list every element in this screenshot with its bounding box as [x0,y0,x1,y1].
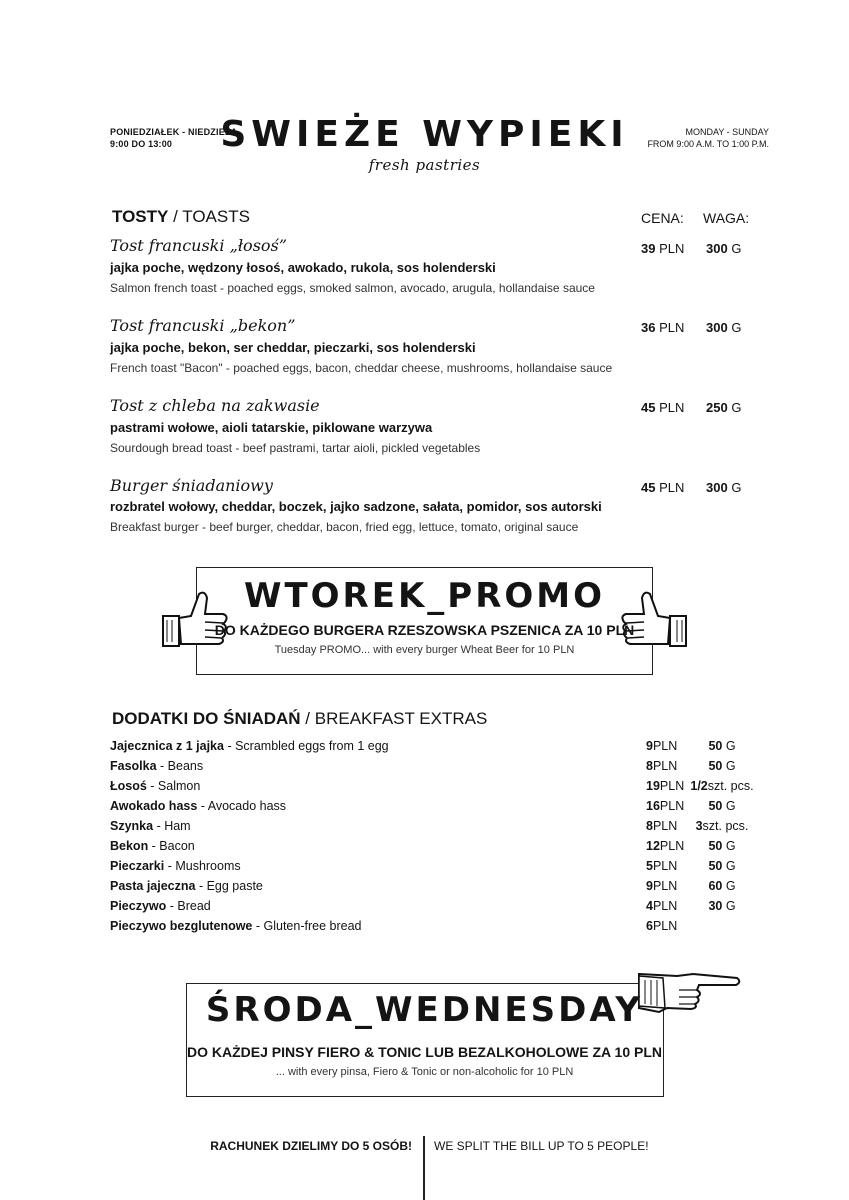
toast-weight [706,400,741,415]
price-unit: PLN [652,739,678,753]
toast-price [641,480,684,495]
extra-weight [682,776,762,796]
price-unit: PLN [659,839,685,853]
extras-heading-en: / BREAKFAST EXTRAS [300,709,488,728]
extra-name-pl: Szynka [110,819,154,833]
price-value: 6 [646,919,653,933]
extra-price [646,916,677,936]
toast-weight [706,480,741,495]
price-value: 9 [646,739,653,753]
toast-name: Burger śniadaniowy [110,476,273,495]
list-item [110,836,195,856]
weight-unit: G [722,739,736,753]
price-unit: PLN [652,819,678,833]
extra-name-en: - Bacon [148,839,195,853]
extra-weight [682,836,762,856]
toast-price [641,241,684,256]
price-value: 8 [646,819,653,833]
extra-weight [682,856,762,876]
toast-desc-pl: rozbratel wołowy, cheddar, boczek, jajko sadzone, sałata, pomidor, sos autorski [110,499,602,514]
weight-value: 60 [708,879,723,893]
weight-value: 30 [708,899,723,913]
toasts-heading-pl: TOSTY [112,207,169,226]
toasts-heading [112,207,250,227]
price-unit: PLN [652,759,678,773]
promo-wednesday-title: ŚRODA_WEDNESDAY [205,990,644,1030]
promo-wednesday-en: ... with every pinsa, Fiero & Tonic or non-alcoholic for 10 PLN [275,1066,574,1078]
toast-weight [706,241,741,256]
weight-value: 50 [708,859,723,873]
extra-name-pl: Bekon [110,839,149,853]
weight-value: 50 [708,799,723,813]
column-price-header: CENA: [641,210,684,226]
weight-value: 50 [708,839,723,853]
extra-weight [682,876,762,896]
list-item [110,916,361,936]
weight-value: 3 [695,819,703,833]
weight-value: 1/2 [690,779,708,793]
price-value: 16 [646,799,660,813]
extra-name-pl: Pieczywo [110,899,167,913]
toast-name: Tost francuski „bekon” [110,316,296,335]
hours-days-en: MONDAY - SUNDAY [685,127,769,137]
extra-price [646,756,677,776]
list-item [110,856,241,876]
weight-value: 50 [708,759,723,773]
price-unit: PLN [655,241,685,256]
extra-name-pl: Jajecznica z 1 jajka [110,739,224,753]
price-unit: PLN [655,480,685,495]
price-value: 45 [641,400,656,415]
price-value: 4 [646,899,653,913]
extra-price [646,836,684,856]
weight-value: 50 [708,739,723,753]
weight-unit: G [722,839,736,853]
weight-value: 250 [706,400,728,415]
list-item [110,816,191,836]
weight-value: 300 [706,480,728,495]
promo-wednesday-line: DO KAŻDEJ PINSY FIERO & TONIC LUB BEZALKOHOLOWE ZA 10 PLN [187,1044,662,1060]
footer-divider [423,1136,425,1200]
footer-split-bill-pl: RACHUNEK DZIELIMY DO 5 OSÓB! [210,1139,412,1153]
hours-time-pl: 9:00 DO 13:00 [110,139,173,149]
price-unit: PLN [655,400,685,415]
extras-heading [112,709,487,729]
extra-price [646,876,677,896]
weight-unit: G [722,879,736,893]
toast-price [641,320,684,335]
weight-value: 300 [706,320,728,335]
extra-name-en: - Bread [166,899,211,913]
weight-unit: szt. pcs. [707,779,754,793]
list-item [110,896,211,916]
extra-name-en: - Salmon [146,779,201,793]
extra-name-en: - Mushrooms [164,859,241,873]
page-subtitle: fresh pastries [368,156,481,174]
weight-unit: G [727,400,742,415]
toast-desc-en: Sourdough bread toast - beef pastrami, tartar aioli, pickled vegetables [110,441,481,455]
price-unit: PLN [652,859,678,873]
extra-weight [682,896,762,916]
price-unit: PLN [652,879,678,893]
price-unit: PLN [659,799,685,813]
extra-name-pl: Awokado hass [110,799,198,813]
toast-desc-en: French toast "Bacon" - poached eggs, bacon, cheddar cheese, mushrooms, hollandaise sauce [110,361,613,375]
toasts-heading-en: / TOASTS [168,207,250,226]
extra-name-pl: Pieczarki [110,859,165,873]
toast-desc-pl: jajka poche, wędzony łosoś, awokado, rukola, sos holenderski [110,260,496,275]
promo-tuesday-en: Tuesday PROMO... with every burger Wheat Beer for 10 PLN [274,644,575,656]
price-value: 12 [646,839,660,853]
extra-weight [682,756,762,776]
toast-name: Tost francuski „łosoś” [110,236,287,255]
toast-desc-en: Breakfast burger - beef burger, cheddar, bacon, fried egg, lettuce, tomato, original sauce [110,520,579,534]
toast-price [641,400,684,415]
extra-name-en: - Scrambled eggs from 1 egg [223,739,389,753]
price-unit: PLN [652,899,678,913]
hours-days-pl: PONIEDZIAŁEK - NIEDZIELA [110,127,238,137]
extra-price [646,776,684,796]
weight-unit: G [727,241,742,256]
extra-weight [682,736,762,756]
extra-name-pl: Łosoś [110,779,147,793]
weight-value: 300 [706,241,728,256]
extra-name-en: - Avocado hass [197,799,287,813]
column-weight-header: WAGA: [703,210,750,226]
extra-price [646,796,684,816]
page-title: SWIEŻE WYPIEKI [220,114,629,155]
weight-unit: G [722,799,736,813]
list-item [110,796,286,816]
extra-name-pl: Fasolka [110,759,157,773]
extra-name-pl: Pasta jajeczna [110,879,196,893]
price-unit: PLN [652,919,678,933]
weight-unit: G [722,759,736,773]
price-unit: PLN [655,320,685,335]
list-item [110,756,203,776]
toast-desc-pl: pastrami wołowe, aioli tatarskie, piklowane warzywa [110,420,433,435]
toast-weight [706,320,741,335]
weight-unit: G [727,480,742,495]
toast-desc-pl: jajka poche, bekon, ser cheddar, pieczarki, sos holenderski [110,340,476,355]
extra-weight [682,796,762,816]
extra-price [646,816,677,836]
extra-price [646,856,677,876]
price-value: 36 [641,320,656,335]
weight-unit: G [727,320,742,335]
price-value: 8 [646,759,653,773]
extra-weight [682,816,762,836]
price-value: 19 [646,779,660,793]
weight-unit: G [722,859,736,873]
extra-name-en: - Beans [156,759,204,773]
hours-time-en: FROM 9:00 A.M. TO 1:00 P.M. [647,139,769,149]
toast-desc-en: Salmon french toast - poached eggs, smoked salmon, avocado, arugula, hollandaise sauce [110,281,595,295]
price-value: 45 [641,480,656,495]
extra-name-en: - Egg paste [195,879,263,893]
footer-split-bill-en: WE SPLIT THE BILL UP TO 5 PEOPLE! [434,1139,649,1153]
weight-unit: szt. pcs. [702,819,749,833]
list-item [110,876,263,896]
list-item [110,736,389,756]
promo-tuesday-line: DO KAŻDEGO BURGERA RZESZOWSKA PSZENICA ZA 10 PLN [214,622,635,638]
extras-heading-pl: DODATKI DO ŚNIADAŃ [112,709,301,728]
price-unit: PLN [659,779,685,793]
weight-unit: G [722,899,736,913]
list-item [110,776,200,796]
extra-name-pl: Pieczywo bezglutenowe [110,919,253,933]
price-value: 9 [646,879,653,893]
hours-english [647,126,769,150]
price-value: 39 [641,241,656,256]
toast-name: Tost z chleba na zakwasie [110,396,320,415]
extra-name-en: - Ham [153,819,191,833]
price-value: 5 [646,859,653,873]
promo-tuesday-title: WTOREK_PROMO [243,576,606,616]
extra-name-en: - Gluten-free bread [252,919,362,933]
extra-price [646,736,677,756]
extra-price [646,896,677,916]
